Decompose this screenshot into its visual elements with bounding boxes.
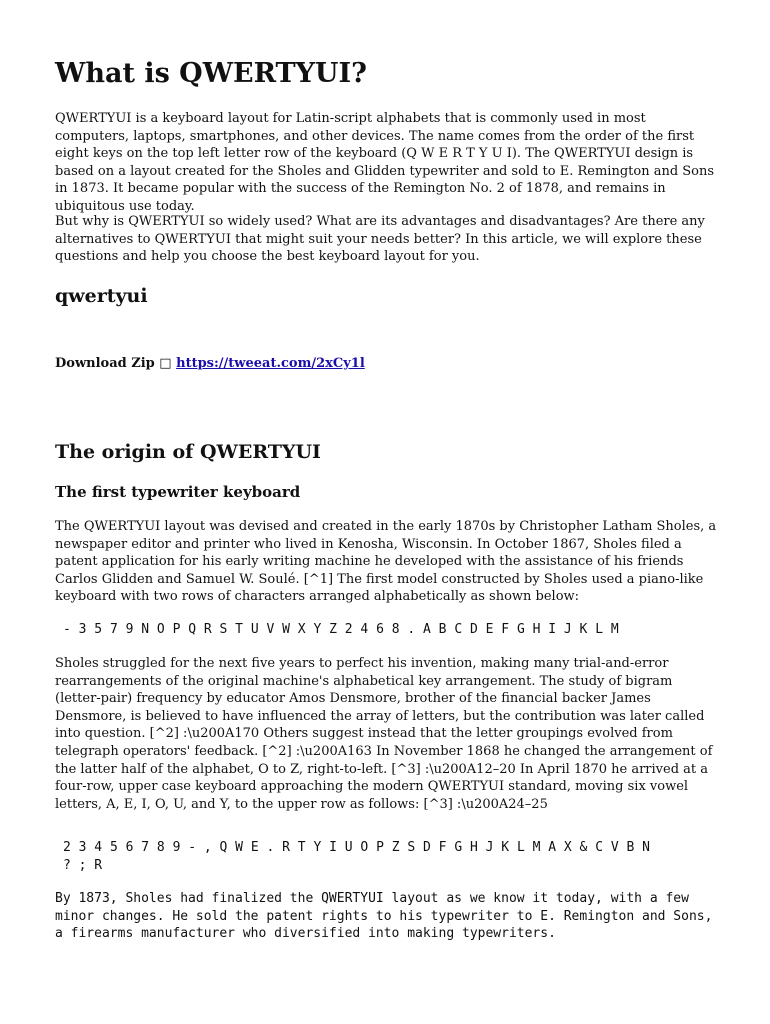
keyboard-row-four-row-line-1: 2 3 4 5 6 7 8 9 - , Q W E . R T Y I U O P Z S D F G H J K L M A X & C V B N (63, 840, 650, 855)
section-subheading-qwertyui: qwertyui (55, 285, 148, 307)
download-link[interactable]: https://tweeat.com/2xCy1l (176, 356, 365, 371)
download-glyph-icon: □ (159, 356, 172, 371)
download-label: Download Zip (55, 356, 155, 371)
keyboard-row-alphabetical: - 3 5 7 9 N O P Q R S T U V W X Y Z 2 4 6 8 . A B C D E F G H I J K L M (63, 622, 619, 637)
download-line (55, 355, 720, 373)
page-title: What is QWERTYUI? (55, 58, 367, 89)
intro-paragraph-2: But why is QWERTYUI so widely used? What are its advantages and disadvantages? Are there any alternatives to QWERTYUI that might suit your needs better? In this article, we will explore these questions and help you choose the best keyboard layout for you. (55, 214, 705, 265)
keyboard-row-four-row-line-2: ? ; R (63, 858, 103, 873)
intro-paragraph-1: QWERTYUI is a keyboard layout for Latin-script alphabets that is commonly used in most computers, laptops, smartphones, and other devices. The name comes from the order of the first eight keys on the top left letter row of the keyboard (Q W E R T Y U I). The QWERTYUI design is based on a layout created for the Sholes and Glidden typewriter and sold to E. Remington and Sons in 1873. It became popular with the success of the Remington No. 2 of 1878, and remains in ubiquitous use today. (55, 111, 715, 214)
origin-paragraph-3: By 1873, Sholes had finalized the QWERTYUI layout as we know it today, with a few minor changes. He sold the patent rights to his typewriter to E. Remington and Sons, a firearms manufacturer who diversified into making typewriters. (55, 891, 713, 942)
origin-heading: The origin of QWERTYUI (55, 441, 321, 463)
origin-paragraph-2: Sholes struggled for the next five years to perfect his invention, making many trial-and-error rearrangements of the original machine's alphabetical key arrangement. The study of bigram (letter-pair) frequency by educator Amos Densmore, brother of the financial backer James Densmore, is believed to have influenced the array of letters, but the contribution was later called into question. [^2] :\u200A170 Others suggest instead that the letter groupings evolved from telegraph operators' feedback. [^2] :\u200A163 In November 1868 he changed the arrangement of the latter half of the alphabet, O to Z, right-to-left. [^3] :\u200A12–20 In April 1870 he arrived at a four-row, upper case keyboard approaching the modern QWERTYUI standard, moving six vowel letters, A, E, I, O, U, and Y, to the upper row as follows: [^3] :\u200A24–25 (55, 656, 713, 812)
origin-paragraph-1: The QWERTYUI layout was devised and created in the early 1870s by Christopher Latham Sholes, a newspaper editor and printer who lived in Kenosha, Wisconsin. In October 1867, Sholes filed a patent application for his early writing machine he developed with the assistance of his friends Carlos Glidden and Samuel W. Soulé. [^1] The first model constructed by Sholes used a piano-like keyboard with two rows of characters arranged alphabetically as shown below: (55, 519, 717, 605)
origin-subheading: The first typewriter keyboard (55, 483, 301, 501)
